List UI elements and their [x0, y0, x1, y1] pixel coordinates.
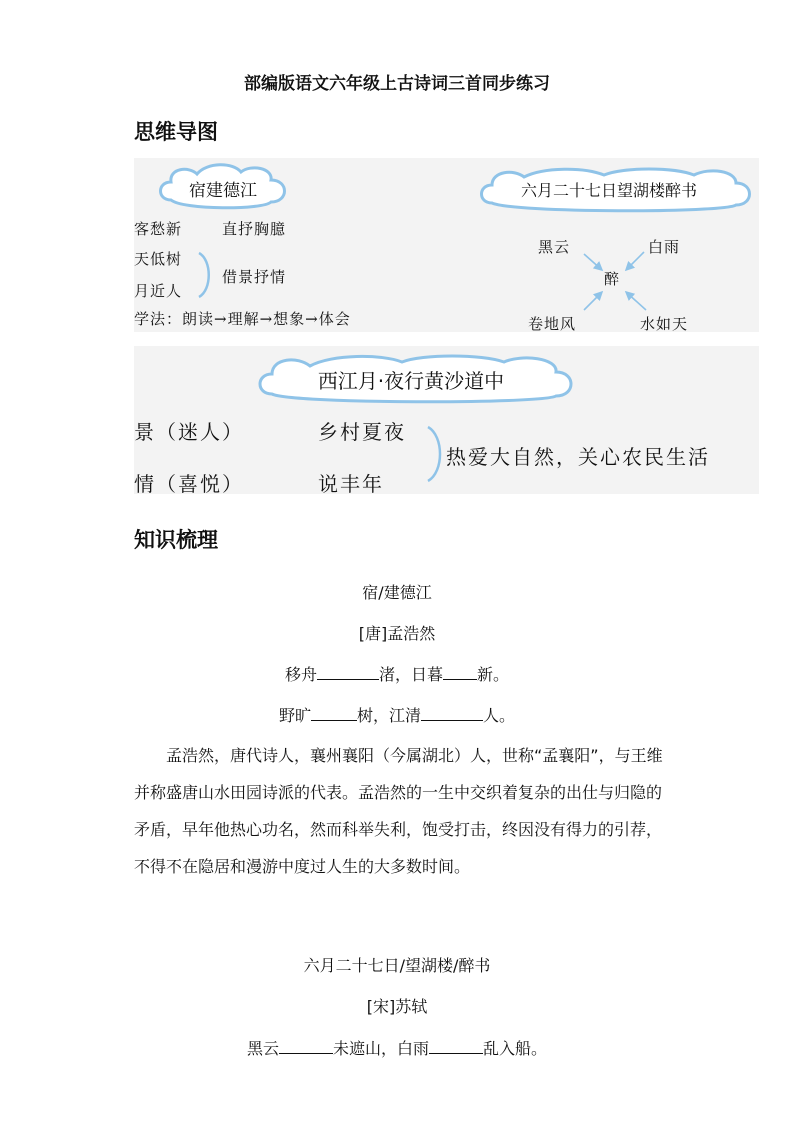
section-heading-mindmap: 思维导图 [134, 120, 218, 144]
mindmap2-cloud-label: 六月二十七日望湖楼醉书 [520, 181, 697, 200]
fill-blank[interactable] [279, 1039, 333, 1054]
mindmap3-row1-mid: 乡村夏夜 [318, 420, 406, 444]
mindmap3-row2-left: 情（喜悦） [134, 472, 244, 496]
poem1-line1 [0, 662, 794, 685]
mindmap1-cloud-label: 宿建德江 [189, 181, 257, 201]
fill-blank[interactable] [311, 706, 357, 721]
poem1-author: [唐]孟浩然 [358, 624, 436, 643]
mindmap2-top-left: 黑云 [538, 238, 571, 256]
poem1-line2-part-c: 人。 [483, 706, 516, 725]
fill-blank[interactable] [317, 665, 379, 680]
poem1-bio: 孟浩然，唐代诗人，襄州襄阳（今属湖北）人，世称“孟襄阳”，与王维并称盛唐山水田园诗派的代表。孟浩然的一生中交织着复杂的出仕与归隐的矛盾，早年他热心功名，然而科举失利，饱受打击，终因没有得力的引荐，不得不在隐居和漫游中度过人生的大多数时间。 [134, 746, 663, 876]
poem2-author: [宋]苏轼 [366, 997, 428, 1016]
fill-blank[interactable] [429, 1039, 483, 1054]
poem1-title: 宿/建德江 [362, 583, 432, 602]
page-title: 部编版语文六年级上古诗词三首同步练习 [244, 74, 550, 94]
mindmap3-conclusion: 热爱大自然，关心农民生活 [446, 445, 710, 469]
poem1-line1-part-a: 移舟 [284, 665, 317, 684]
mindmap1-line1b: 直抒胸臆 [222, 220, 287, 238]
poem1-line2-part-b: 树，江清 [356, 706, 421, 725]
mindmap2-bottom-left: 卷地风 [528, 315, 577, 333]
arrows-icon [570, 240, 660, 320]
poem2-line1 [0, 1036, 794, 1059]
fill-blank[interactable] [443, 665, 477, 680]
mindmap2-top-right: 白雨 [648, 238, 681, 256]
poem2-line1-part-c: 乱入船。 [483, 1039, 548, 1058]
fill-blank[interactable] [421, 706, 483, 721]
mindmap2-bottom-right: 水如天 [640, 315, 689, 333]
brace-icon [424, 424, 448, 484]
mindmap3-row1-left: 景（迷人） [134, 420, 244, 444]
mindmap1-line2: 天低树 [134, 250, 183, 268]
poem1-line2-part-a: 野旷 [278, 706, 311, 725]
mindmap1-method: 学法：朗读→理解→想象→体会 [134, 310, 351, 328]
mindmap1-line3: 月近人 [134, 282, 183, 300]
mindmap1-brace-label: 借景抒情 [222, 268, 287, 286]
mindmap3-cloud-label: 西江月·夜行黄沙道中 [317, 369, 505, 393]
section-heading-knowledge: 知识梳理 [134, 528, 218, 552]
poem2-line1-part-a: 黑云 [246, 1039, 279, 1058]
poem1-line1-part-b: 渚，日暮 [378, 665, 443, 684]
poem2-line1-part-b: 未遮山，白雨 [332, 1039, 429, 1058]
poem2-title: 六月二十七日/望湖楼/醉书 [303, 956, 491, 975]
brace-icon [196, 250, 216, 300]
mindmap1-line1a: 客愁新 [134, 220, 183, 238]
mindmap3-row2-mid: 说丰年 [318, 472, 384, 496]
poem1-line1-part-c: 新。 [477, 665, 510, 684]
mindmap2-center: 醉 [604, 270, 621, 288]
poem1-line2 [0, 703, 794, 726]
